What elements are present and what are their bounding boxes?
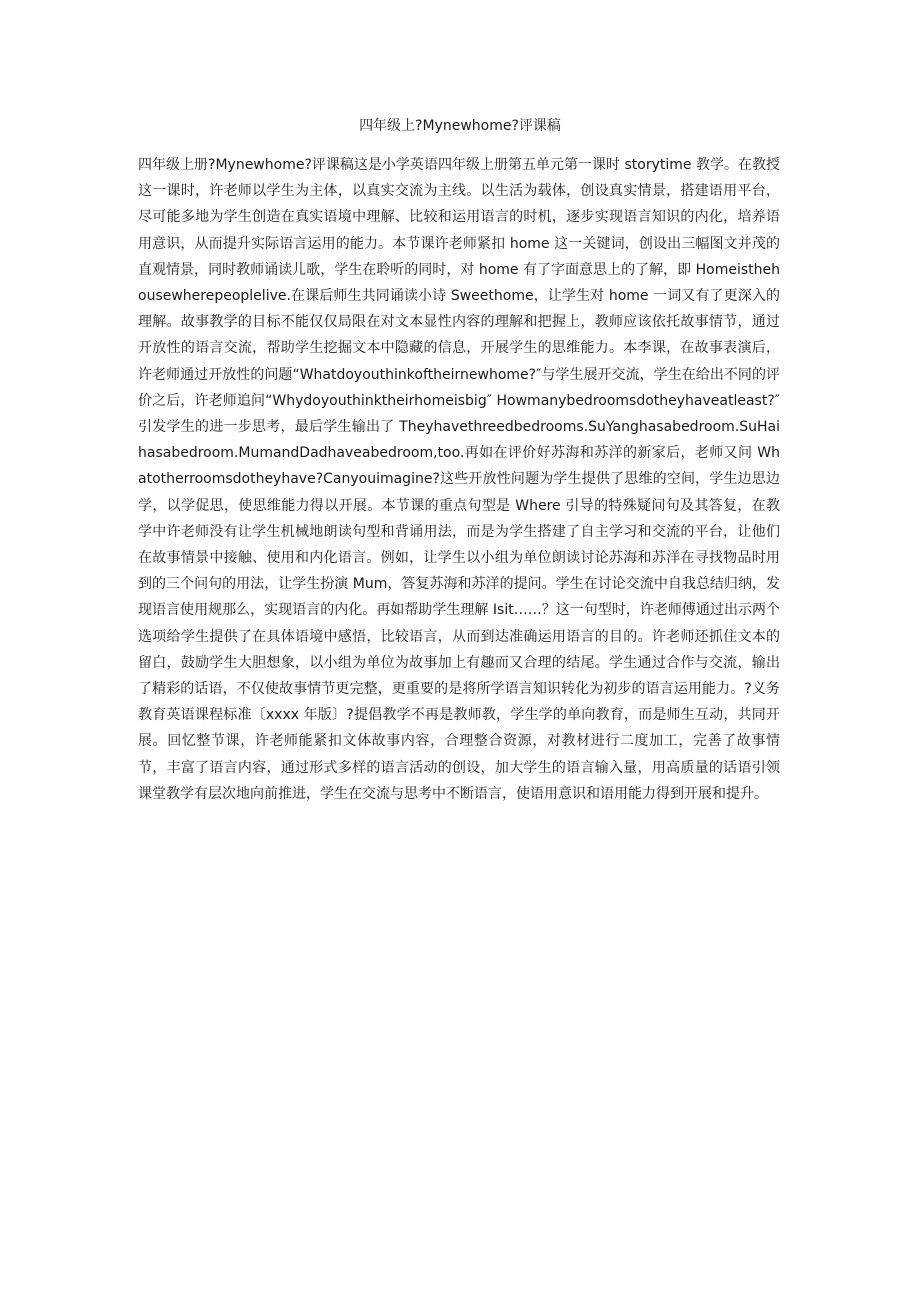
document-body-paragraph: 四年级上册?Mynewhome?评课稿这是小学英语四年级上册第五单元第一课时 storytime 教学。在教授这一课时，许老师以学生为主体，以真实交流为主线。以生活为载体，创设真实情景，搭建语用平台，尽可能多地为学生创造在真实语境中理解、比较和运用语言的时机，逐步实现语言知识的内化，培养语用意识，从而提升实际语言运用的能力。本节课许老师紧扣 home 这一关键词，创设出三幅图文并茂的直观情景，同时教师诵读儿歌，学生在聆听的同时，对 home 有了字面意思上的了解，即 Homeisthehousewherepeoplelive.在课后师生共同诵读小诗 Sweethome，让学生对 home 一词又有了更深入的理解。故事教学的目标不能仅仅局限在对文本显性内容的理解和把握上，教师应该依托故事情节，通过开放性的语言交流，帮助学生挖掘文本中隐藏的信息，开展学生的思维能力。本李课，在故事表演后，许老师通过开放性的问题“Whatdoyouthinkoftheirnewhome?″与学生展开交流，学生在给出不同的评价之后，许老师追问“Whydoyouthinktheirhomeisbig″ Howmanybedroomsdotheyhaveatleast?″引发学生的进一步思考，最后学生输出了 Theyhavethreedbedrooms.SuYanghasabedroom.SuHaihasabedroom.MumandDadhaveabedroom,too.再如在评价好苏海和苏洋的新家后，老师又问 Whatotherroomsdotheyhave?Canyouimagine?这些开放性问题为学生提供了思维的空间，学生边思边学，以学促思，使思维能力得以开展。本节课的重点句型是 Where 引导的特殊疑问句及其答复，在教学中许老师没有让学生机械地朗读句型和背诵用法，而是为学生搭建了自主学习和交流的平台，让他们在故事情景中接触、使用和内化语言。例如，让学生以小组为单位朗读讨论苏海和苏洋在寻找物品时用到的三个问句的用法，让学生扮演 Mum，答复苏海和苏洋的提问。学生在讨论交流中自我总结归纳，发现语言使用规那么，实现语言的内化。再如帮助学生理解 Isit……？这一句型时，许老师傅通过出示两个选项给学生提供了在具体语境中感悟，比较语言，从而到达准确运用语言的目的。许老师还抓住文本的留白，鼓励学生大胆想象，以小组为单位为故事加上有趣而又合理的结尾。学生通过合作与交流，输出了精彩的话语，不仅使故事情节更完整，更重要的是将所学语言知识转化为初步的语言运用能力。?义务教育英语课程标准〔xxxx 年版〕?提倡教学不再是教师教，学生学的单向教育，而是师生互动，共同开展。回忆整节课，许老师能紧扣文体故事内容，合理整合资源，对教材进行二度加工，完善了故事情节，丰富了语言内容，通过形式多样的语言活动的创设，加大学生的语言输入量，用高质量的话语引领课堂教学有层次地向前推进，学生在交流与思考中不断语言，使语用意识和语用能力得到开展和提升。: [138, 157, 780, 802]
document-title: 四年级上?Mynewhome?评课稿: [359, 118, 561, 134]
